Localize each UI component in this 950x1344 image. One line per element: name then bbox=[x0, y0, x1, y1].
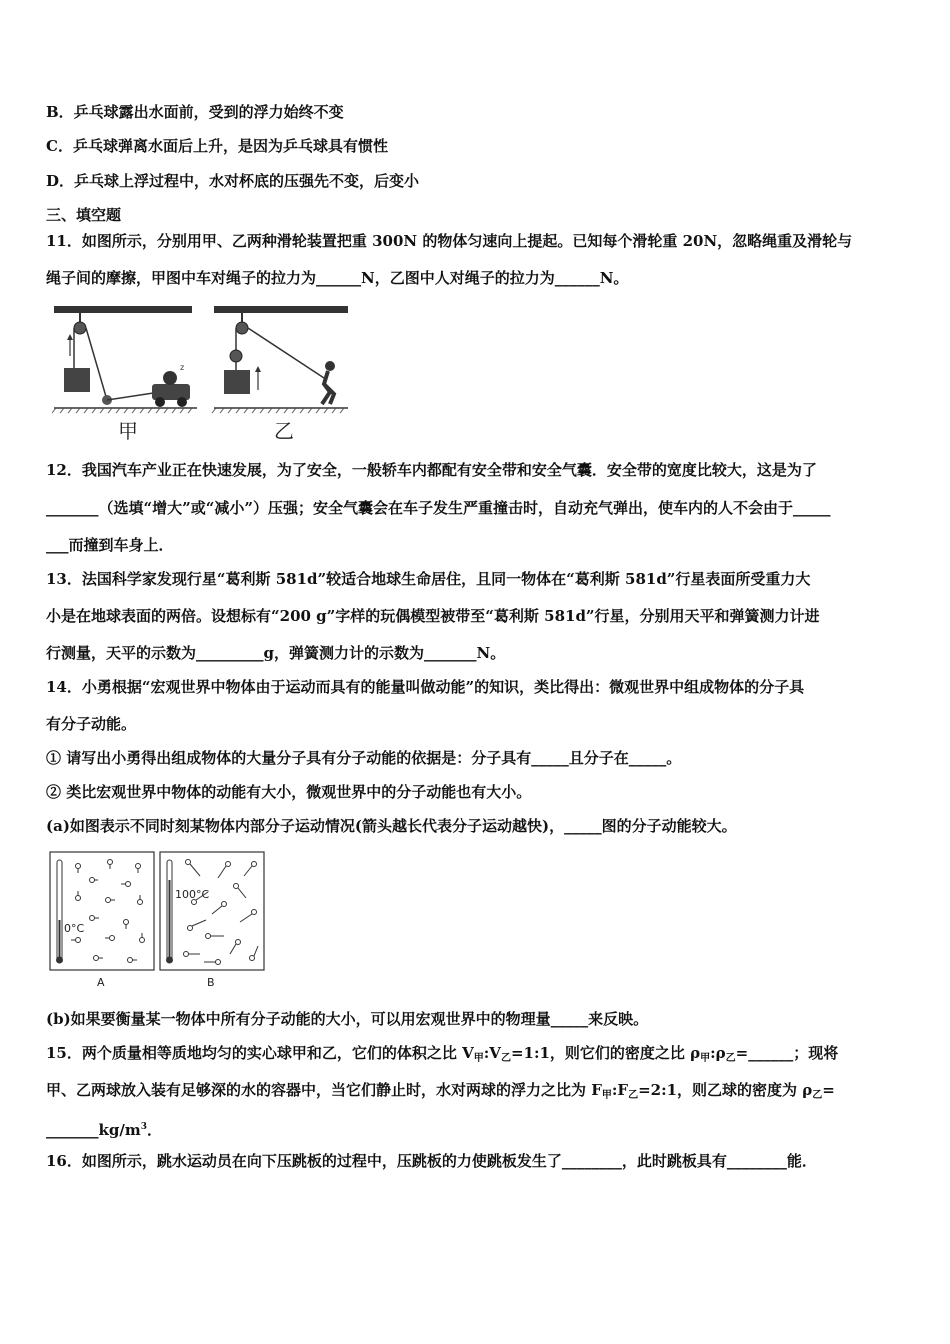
q15-text: 15．两个质量相等质地均匀的实心球甲和乙，它们的体积之比 V bbox=[46, 1044, 474, 1062]
pulley-diagram-jia bbox=[52, 306, 197, 413]
pulley-label-jia: 甲 bbox=[118, 419, 138, 443]
option-d: D．乒乓球上浮过程中，水对杯底的压强先不变，后变小 bbox=[46, 172, 420, 190]
q15-text: =2:1，则乙球的密度为 ρ bbox=[638, 1081, 813, 1099]
svg-text:z: z bbox=[180, 363, 185, 372]
q11-line-1: 11．如图所示，分别用甲、乙两种滑轮装置把重 300N 的物体匀速向上提起。已知每个滑轮重 20N，忽略绳重及滑轮与 bbox=[46, 232, 853, 250]
q15-subscript: 甲 bbox=[601, 1090, 612, 1101]
molecule-box-b bbox=[160, 852, 264, 970]
q15-subscript: 甲 bbox=[700, 1053, 711, 1064]
q15-line-2 bbox=[46, 1080, 835, 1106]
q12-line-1: 12．我国汽车产业正在快速发展，为了安全，一般轿车内都配有安全带和安全气囊．安全带的宽度比较大，这是为了 bbox=[46, 461, 817, 479]
q12-line-3: ___而撞到车身上． bbox=[46, 536, 174, 554]
molecule-label-b: B bbox=[207, 976, 215, 989]
q15-text: = bbox=[822, 1081, 835, 1099]
molecule-figure bbox=[48, 850, 268, 992]
pulley-diagram-yi bbox=[212, 306, 348, 413]
section-title: 三、填空题 bbox=[46, 206, 122, 224]
q14-line-2: 有分子动能。 bbox=[46, 715, 137, 733]
q15-text: ． bbox=[147, 1121, 163, 1139]
q15-subscript: 甲 bbox=[473, 1053, 484, 1064]
q14-line-5: (a)如图表示不同时刻某物体内部分子运动情况(箭头越长代表分子运动越快)，_____图的分子动能较大。 bbox=[46, 817, 737, 835]
q13-line-2: 小是在地球表面的两倍。设想标有“200 g”字样的玩偶模型被带至“葛利斯 581d”行星，分别用天平和弹簧测力计进 bbox=[46, 607, 820, 625]
q14-line-3: ① 请写出小勇得出组成物体的大量分子具有分子动能的依据是：分子具有_____且分子在_____。 bbox=[46, 749, 682, 767]
q15-text: 甲、乙两球放入装有足够深的水的容器中，当它们静止时，水对两球的浮力之比为 F bbox=[46, 1081, 602, 1099]
q15-subscript: 乙 bbox=[812, 1090, 823, 1101]
q15-text: :ρ bbox=[710, 1044, 726, 1062]
q15-text: =______；现将 bbox=[735, 1044, 839, 1062]
q15-superscript: 3 bbox=[140, 1122, 147, 1132]
molecule-box-a bbox=[50, 852, 154, 970]
q11-line-2: 绳子间的摩擦，甲图中车对绳子的拉力为______N，乙图中人对绳子的拉力为______N。 bbox=[46, 269, 629, 287]
q14-line-6: (b)如果要衡量某一物体中所有分子动能的大小，可以用宏观世界中的物理量_____来反映。 bbox=[46, 1010, 649, 1028]
q15-subscript: 乙 bbox=[725, 1053, 736, 1064]
temp-label-b: 100°C bbox=[175, 888, 210, 901]
q15-text: _______kg/m bbox=[46, 1121, 141, 1139]
q14-line-4: ② 类比宏观世界中物体的动能有大小，微观世界中的分子动能也有大小。 bbox=[46, 783, 532, 801]
option-c: C．乒乓球弹离水面后上升，是因为乒乓球具有惯性 bbox=[46, 137, 388, 155]
q15-subscript: 乙 bbox=[500, 1053, 511, 1064]
q15-text: =1:1，则它们的密度之比 ρ bbox=[510, 1044, 701, 1062]
option-b: B．乒乓球露出水面前，受到的浮力始终不变 bbox=[46, 103, 344, 121]
q15-line-1 bbox=[46, 1043, 838, 1069]
q14-line-1: 14．小勇根据“宏观世界中物体由于运动而具有的能量叫做动能”的知识，类比得出：微观世界中组成物体的分子具 bbox=[46, 678, 805, 696]
q15-text: :F bbox=[611, 1081, 629, 1099]
temp-label-a: 0°C bbox=[64, 922, 85, 935]
q15-line-3 bbox=[46, 1117, 162, 1140]
q13-line-1: 13．法国科学家发现行星“葛利斯 581d”较适合地球生命居住，且同一物体在“葛利斯 581d”行星表面所受重力大 bbox=[46, 570, 811, 588]
molecule-label-a: A bbox=[97, 976, 105, 989]
pulley-label-yi: 乙 bbox=[274, 419, 294, 443]
q13-line-3: 行测量，天平的示数为_________g，弹簧测力计的示数为_______N。 bbox=[46, 644, 506, 662]
q15-subscript: 乙 bbox=[628, 1090, 639, 1101]
q12-line-2: _______（选填“增大”或“减小”）压强；安全气囊会在车子发生严重撞击时，自动充气弹出，使车内的人不会由于_____ bbox=[46, 499, 831, 517]
q16-line-1: 16．如图所示，跳水运动员在向下压跳板的过程中，压跳板的力使跳板发生了________，此时跳板具有________能． bbox=[46, 1152, 817, 1170]
q15-text: :V bbox=[483, 1044, 501, 1062]
pulley-figure bbox=[52, 300, 352, 445]
